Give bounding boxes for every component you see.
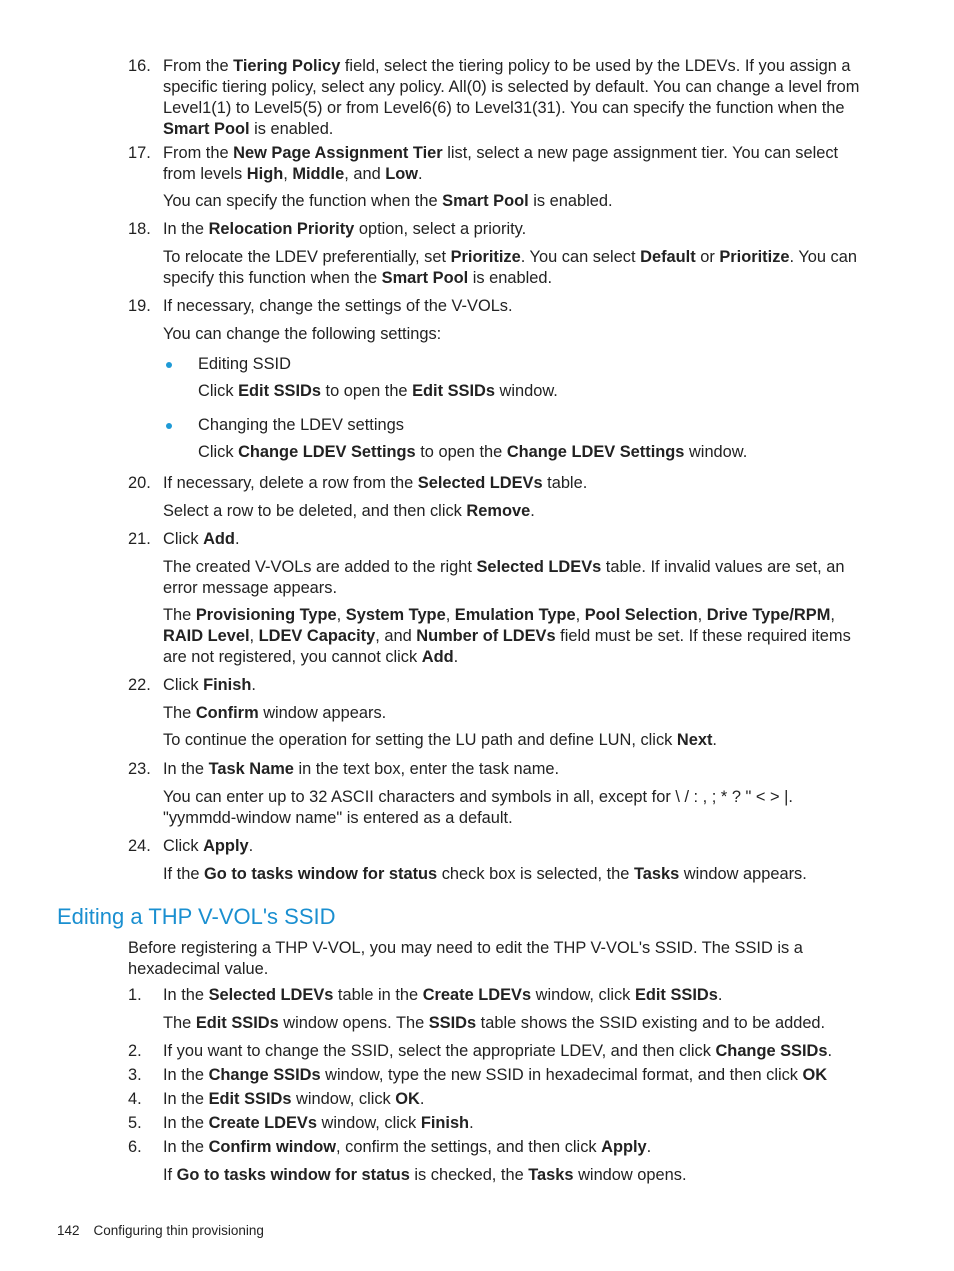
step-note: To relocate the LDEV preferentially, set Prioritize. You can select Default or Prioritize. You can specify this function when the Smart Pool is enabled. — [163, 248, 857, 287]
step-number: 22. — [128, 676, 151, 694]
step-text: In the Task Name in the text box, enter the task name. — [163, 760, 560, 778]
step-text: Click Apply. — [163, 837, 254, 855]
step-note: You can change the following settings: — [163, 325, 442, 343]
footer-title: Configuring thin provisioning — [93, 1223, 264, 1238]
bullet-icon — [166, 423, 172, 429]
step-note: The Provisioning Type, System Type, Emulation Type, Pool Selection, Drive Type/RPM, RAID Level, LDEV Capacity, and Number of LDEVs field must be set. If these required items are not registered, you cannot click Add. — [163, 606, 851, 666]
bullet-desc: Click Change LDEV Settings to open the Change LDEV Settings window. — [198, 443, 748, 461]
step-note: You can specify the function when the Smart Pool is enabled. — [163, 192, 613, 210]
step-number: 19. — [128, 297, 151, 315]
step-note: The Edit SSIDs window opens. The SSIDs table shows the SSID existing and to be added. — [163, 1014, 826, 1032]
step-number: 4. — [128, 1090, 142, 1108]
step-number: 1. — [128, 986, 142, 1004]
page-footer — [57, 1222, 264, 1240]
step-number: 5. — [128, 1114, 142, 1132]
step-text: From the Tiering Policy field, select the tiering policy to be used by the LDEVs. If you assign a specific tiering policy, select any policy. All(0) is selected by default. You can change a level from Level1(1) to Level5(5) or from Level6(6) to Level31(31). You can specify the function when the Smart Pool is enabled. — [163, 57, 860, 138]
step-note: If Go to tasks window for status is checked, the Tasks window opens. — [163, 1166, 687, 1184]
step-text: In the Create LDEVs window, click Finish. — [163, 1114, 474, 1132]
step-text: If necessary, change the settings of the V-VOLs. — [163, 297, 513, 315]
page-number: 142 — [57, 1223, 80, 1238]
step-text: Click Add. — [163, 530, 240, 548]
step-number: 23. — [128, 760, 151, 778]
step-text: In the Change SSIDs window, type the new SSID in hexadecimal format, and then click OK — [163, 1066, 828, 1084]
section-intro: Before registering a THP V-VOL, you may need to edit the THP V-VOL's SSID. The SSID is a hexadecimal value. — [128, 939, 803, 978]
step-number: 21. — [128, 530, 151, 548]
step-number: 20. — [128, 474, 151, 492]
step-text: In the Confirm window, confirm the settings, and then click Apply. — [163, 1138, 652, 1156]
step-text: In the Selected LDEVs table in the Create LDEVs window, click Edit SSIDs. — [163, 986, 723, 1004]
bullet-title: Editing SSID — [198, 355, 291, 373]
step-number: 24. — [128, 837, 151, 855]
step-text: In the Edit SSIDs window, click OK. — [163, 1090, 425, 1108]
bullet-desc: Click Edit SSIDs to open the Edit SSIDs window. — [198, 382, 558, 400]
step-number: 16. — [128, 57, 151, 75]
step-number: 3. — [128, 1066, 142, 1084]
step-note: The created V-VOLs are added to the right Selected LDEVs table. If invalid values are set, an error message appears. — [163, 558, 845, 597]
step-text: If you want to change the SSID, select the appropriate LDEV, and then click Change SSIDs. — [163, 1042, 833, 1060]
step-note: You can enter up to 32 ASCII characters and symbols in all, except for \ / : , ; * ? " < > |. "yymmdd-window name" is entered as a default. — [163, 788, 793, 827]
step-text: In the Relocation Priority option, select a priority. — [163, 220, 527, 238]
step-text: Click Finish. — [163, 676, 256, 694]
step-text: From the New Page Assignment Tier list, select a new page assignment tier. You can select from levels High, Middle, and Low. — [163, 144, 839, 183]
bullet-title: Changing the LDEV settings — [198, 416, 404, 434]
step-text: If necessary, delete a row from the Selected LDEVs table. — [163, 474, 588, 492]
step-number: 2. — [128, 1042, 142, 1060]
step-note: The Confirm window appears. — [163, 704, 387, 722]
step-note: Select a row to be deleted, and then click Remove. — [163, 502, 535, 520]
section-heading: Editing a THP V-VOL's SSID — [57, 904, 336, 929]
step-note: If the Go to tasks window for status check box is selected, the Tasks window appears. — [163, 865, 807, 883]
step-note: To continue the operation for setting the LU path and define LUN, click Next. — [163, 731, 717, 749]
bullet-icon — [166, 362, 172, 368]
step-number: 17. — [128, 144, 151, 162]
step-number: 6. — [128, 1138, 142, 1156]
step-number: 18. — [128, 220, 151, 238]
